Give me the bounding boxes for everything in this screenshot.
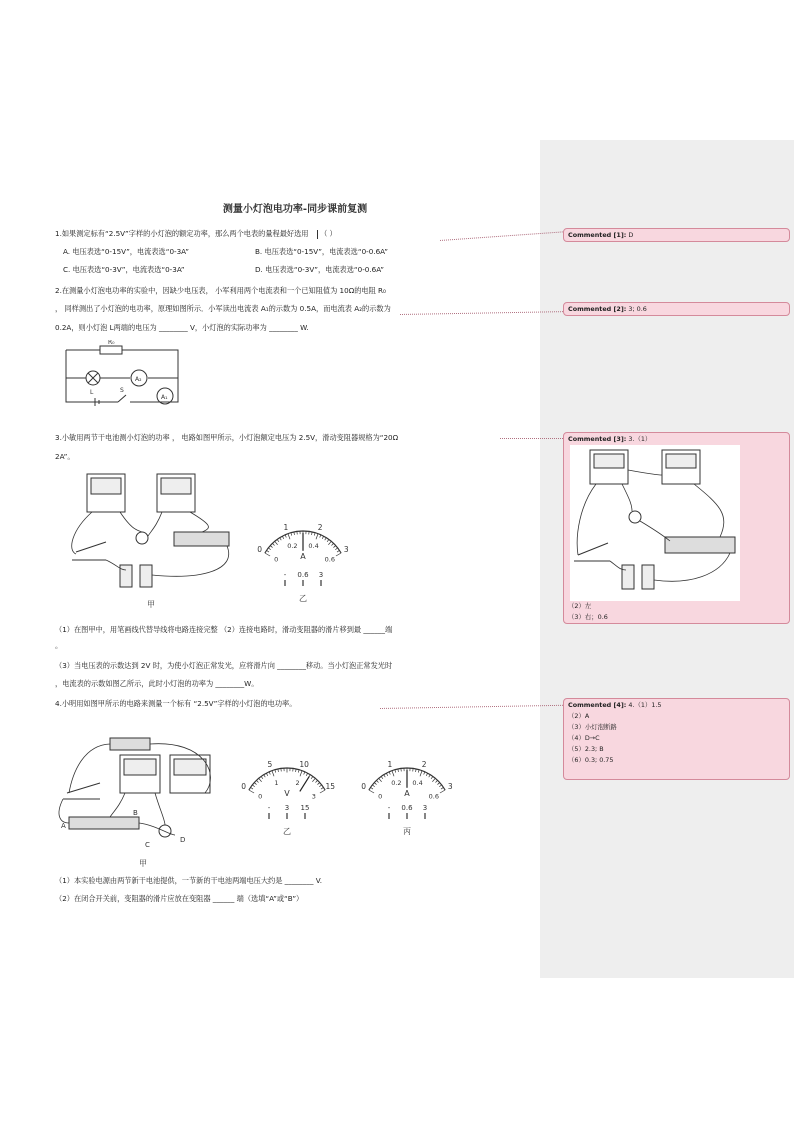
q2-line3: 0.2A，则小灯泡 L两端的电压为 ________ V，小灯泡的实际功率为 ________ W. bbox=[55, 323, 309, 332]
comment-4-line-4: （4）D→C bbox=[568, 734, 600, 742]
dial-tick bbox=[371, 787, 373, 789]
r0-label: R₀ bbox=[108, 340, 115, 346]
dial-tick bbox=[291, 533, 292, 536]
dial-tick bbox=[435, 780, 437, 782]
q3-line2: 2A”。 bbox=[55, 452, 75, 461]
comment-4-line-5: （5）2.3; B bbox=[568, 745, 604, 753]
dial-inner-tick-label: 0 bbox=[258, 792, 263, 801]
comment-2-connector bbox=[400, 311, 563, 315]
comment-4-line-1: 4.（1）1.5 bbox=[628, 701, 662, 709]
dial-tick bbox=[440, 790, 445, 793]
dial-tick bbox=[306, 773, 307, 776]
ammeter-a2-label: A₂ bbox=[135, 376, 142, 383]
dial-outer-tick-label: 0 bbox=[361, 782, 367, 791]
dial-tick bbox=[369, 790, 374, 793]
dial-tick bbox=[268, 548, 270, 550]
q1-option-b: B. 电压表选“0-15V”，电流表选“0-0.6A” bbox=[255, 247, 388, 256]
dial-tick bbox=[376, 780, 378, 782]
dial-pointer bbox=[300, 776, 309, 791]
comment-3[interactable] bbox=[563, 432, 790, 624]
q4-sub1: （1）本实验电源由两节新干电池提供，一节新的干电池两端电压大约是 ________ V. bbox=[55, 876, 322, 885]
dial-tick bbox=[328, 541, 331, 544]
dial-inner-tick-label: 2 bbox=[295, 778, 300, 787]
comment-3-line-3: （3）右；0.6 bbox=[568, 613, 608, 621]
comment-4[interactable] bbox=[563, 698, 790, 780]
comment-4-line-6: （6）0.3; 0.75 bbox=[568, 756, 614, 764]
q1-option-a: A. 电压表选“0-15V”，电流表选“0-3A” bbox=[63, 247, 189, 256]
dial-tick bbox=[386, 773, 387, 776]
dial-tick bbox=[265, 553, 270, 556]
dial-tick bbox=[312, 778, 315, 781]
dial-tick bbox=[319, 785, 321, 787]
rheostat-terminal-c: C bbox=[145, 841, 150, 849]
dial-tick bbox=[251, 787, 253, 789]
dial-tick bbox=[259, 778, 262, 781]
dial-tick bbox=[314, 533, 315, 536]
ammeter-a1-label: A₁ bbox=[161, 394, 168, 401]
lamp-label: L bbox=[90, 389, 94, 396]
dial-inner-tick-label: 0.4 bbox=[412, 778, 423, 787]
dial-tick bbox=[432, 778, 435, 781]
dial-tick bbox=[335, 548, 337, 550]
dial-tick bbox=[311, 776, 313, 778]
dial-inner-tick-label: 0.2 bbox=[391, 778, 402, 787]
dial-tick bbox=[384, 775, 386, 778]
comment-4-line-2: （2）A bbox=[568, 712, 590, 720]
dial-figure-label: 丙 bbox=[403, 827, 411, 836]
dial-tick bbox=[298, 770, 299, 773]
dial-outer-tick-label: 3 bbox=[343, 545, 349, 554]
dial-tick bbox=[300, 771, 302, 777]
rheostat-terminal-d: D bbox=[180, 836, 186, 844]
dial-outer-tick-label: 2 bbox=[421, 760, 427, 770]
comment-3-line-2: （2）左 bbox=[568, 602, 592, 610]
dial-tick bbox=[322, 536, 323, 539]
q4-voltmeter-dial bbox=[230, 752, 345, 847]
dial-outer-tick-label: 3 bbox=[447, 782, 453, 791]
text-cursor bbox=[317, 230, 318, 239]
dial-tick bbox=[418, 770, 419, 773]
dial-tick bbox=[320, 535, 321, 538]
comment-3-tag: Commented [3]: bbox=[568, 435, 627, 443]
dial-inner-tick-label: 0.6 bbox=[428, 792, 440, 801]
dial-tick bbox=[429, 775, 431, 778]
dial-tick bbox=[337, 550, 339, 552]
dial-tick bbox=[320, 790, 325, 793]
dial-outer-tick-label: 1 bbox=[283, 523, 289, 533]
dial-tick bbox=[381, 776, 383, 778]
q3-fig-jia-label: 甲 bbox=[147, 600, 155, 609]
dial-unit-label: V bbox=[284, 789, 290, 798]
dial-outer-tick-label: 1 bbox=[387, 760, 393, 770]
dial-tick bbox=[266, 773, 267, 776]
dial-figure-label: 乙 bbox=[299, 594, 307, 603]
q3-sub3a: （3）当电压表的示数达到 2V 时，为使小灯泡正常发光，应将滑片向 ________移动。当小灯泡正常发光时 bbox=[55, 661, 393, 670]
dial-outer-tick-label: 5 bbox=[267, 760, 273, 770]
dial-tick bbox=[249, 790, 254, 793]
dial-tick bbox=[282, 536, 283, 539]
q4-ammeter-dial bbox=[350, 752, 465, 847]
q1-option-d: D. 电压表选“0-3V”，电流表选“0-0.6A” bbox=[255, 265, 384, 274]
dial-tick bbox=[272, 543, 274, 545]
dial-terminal-label: 3 bbox=[422, 804, 428, 812]
dial-tick bbox=[288, 534, 290, 540]
dial-tick bbox=[304, 772, 305, 775]
dial-outer-tick-label: 0 bbox=[241, 782, 247, 791]
comment-3-connector bbox=[500, 438, 563, 439]
dial-unit-label: A bbox=[404, 789, 410, 798]
dial-outer-tick-label: 0 bbox=[257, 545, 263, 554]
q4-apparatus-figure bbox=[55, 735, 225, 870]
dial-inner-tick-label: 0 bbox=[378, 792, 383, 801]
dial-tick bbox=[261, 776, 263, 778]
dial-tick bbox=[392, 771, 394, 777]
comment-1[interactable] bbox=[563, 228, 790, 242]
dial-tick bbox=[424, 772, 425, 775]
comment-3-answer-figure bbox=[570, 445, 740, 601]
page-title: 测量小灯泡电功率-同步课前复测 bbox=[222, 204, 368, 215]
comment-4-tag: Commented [4]: bbox=[568, 701, 627, 709]
dial-inner-tick-label: 1 bbox=[274, 778, 279, 787]
dial-tick bbox=[420, 771, 422, 777]
q1-option-c: C. 电压表选“0-3V”，电流表选“0-3A” bbox=[63, 265, 185, 274]
dial-tick bbox=[374, 783, 376, 785]
q4-line1: 4.小明用如图甲所示的电路来测量一个标有 “2.5V”字样的小灯泡的电功率。 bbox=[55, 699, 297, 708]
dial-figure-label: 乙 bbox=[283, 827, 291, 836]
dial-tick bbox=[275, 541, 278, 544]
dial-tick bbox=[275, 770, 276, 773]
q3-sub3b: ，电流表的示数如图乙所示，此时小灯泡的功率为 ________W。 bbox=[55, 679, 259, 688]
dial-tick bbox=[264, 775, 266, 778]
dial-tick bbox=[441, 787, 443, 789]
dial-terminal-label: 0.6 bbox=[401, 804, 413, 812]
comment-1-tag: Commented [1]: bbox=[568, 231, 627, 239]
dial-tick bbox=[395, 770, 396, 773]
q3-apparatus-figure bbox=[62, 470, 242, 610]
switch-label: S bbox=[120, 387, 124, 394]
comment-2-line: 3; 0.6 bbox=[628, 305, 647, 313]
dial-tick bbox=[439, 785, 441, 787]
dial-tick bbox=[315, 780, 317, 782]
dial-tick bbox=[325, 538, 327, 541]
dial-inner-tick-label: 3 bbox=[311, 792, 316, 801]
dial-tick bbox=[280, 538, 282, 541]
q4-fig-jia-label: 甲 bbox=[139, 859, 147, 868]
q2-circuit-diagram bbox=[60, 340, 190, 415]
dial-terminal-label: - bbox=[283, 571, 287, 579]
dial-terminal-label: - bbox=[387, 804, 391, 812]
q1-blank: （ ） bbox=[320, 229, 337, 238]
dial-tick bbox=[372, 785, 374, 787]
dial-tick bbox=[317, 783, 319, 785]
comment-1-line: D bbox=[628, 231, 634, 239]
q2-line2: ， 同样测出了小灯泡的电功率，原理如图所示．小军读出电流表 A₁的示数为 0.5A，而电流表 A₂的示数为 bbox=[55, 304, 391, 313]
dial-inner-tick-label: 0 bbox=[274, 555, 279, 564]
dial-tick bbox=[272, 771, 274, 777]
dial-tick bbox=[267, 550, 269, 552]
dial-tick bbox=[333, 546, 335, 548]
dial-terminal-label: 15 bbox=[300, 804, 310, 812]
dial-inner-tick-label: 0.6 bbox=[324, 555, 336, 564]
q2-line1: 2.在测量小灯泡电功率的实验中，因缺少电压表， 小军利用两个电流表和一个已知阻值为 10Ω的电阻 R₀ bbox=[55, 286, 386, 295]
dial-tick bbox=[321, 787, 323, 789]
rheostat-terminal-b: B bbox=[133, 809, 138, 817]
dial-tick bbox=[331, 543, 333, 545]
dial-outer-tick-label: 15 bbox=[325, 782, 336, 791]
comment-2-tag: Commented [2]: bbox=[568, 305, 627, 313]
dial-tick bbox=[277, 539, 279, 541]
dial-outer-tick-label: 2 bbox=[317, 523, 323, 533]
dial-tick bbox=[389, 772, 390, 775]
dial-tick bbox=[431, 776, 433, 778]
dial-tick bbox=[269, 772, 270, 775]
comment-2[interactable] bbox=[563, 302, 790, 316]
dial-tick bbox=[254, 783, 256, 785]
dial-terminal-label: 3 bbox=[318, 571, 324, 579]
rheostat-terminal-a: A bbox=[61, 822, 66, 830]
dial-inner-tick-label: 0.4 bbox=[308, 541, 319, 550]
dial-outer-tick-label: 10 bbox=[299, 760, 309, 770]
q3-ammeter-dial bbox=[248, 505, 358, 615]
comment-4-line-3: （3）小灯泡断路 bbox=[568, 723, 617, 731]
q3-line1: 3.小敏用两节干电池测小灯泡的功率 ， 电路如图甲所示，小灯泡额定电压为 2.5V，滑动变阻器规格为“20Ω bbox=[55, 433, 399, 442]
comment-4-connector bbox=[380, 705, 563, 709]
comment-3-line-1: 3.（1） bbox=[628, 435, 652, 443]
dial-tick bbox=[252, 785, 254, 787]
dial-tick bbox=[336, 553, 341, 556]
dial-tick bbox=[426, 773, 427, 776]
dial-tick bbox=[270, 546, 272, 548]
q4-sub2: （2）在闭合开关前，变阻器的滑片应放在变阻器 ______ 端（选填“A”或“B”） bbox=[55, 894, 304, 903]
dial-terminal-label: 3 bbox=[284, 804, 290, 812]
q3-sub1b: 。 bbox=[55, 641, 63, 650]
dial-terminal-label: - bbox=[267, 804, 271, 812]
q1-stem: 1.如果测定标有“2.5V”字样的小灯泡的额定功率，那么两个电表的量程最好选用 （ ） bbox=[55, 229, 337, 238]
dial-terminal-label: 0.6 bbox=[297, 571, 309, 579]
dial-tick bbox=[285, 535, 286, 538]
dial-tick bbox=[256, 780, 258, 782]
dial-tick bbox=[316, 534, 318, 540]
dial-inner-tick-label: 0.2 bbox=[287, 541, 298, 550]
dial-tick bbox=[437, 783, 439, 785]
q3-sub1: （1）在图甲中，用笔画线代替导线将电路连接完整 （2）连接电路时，滑动变阻器的滑片移到最 ______端 bbox=[55, 625, 393, 634]
dial-tick bbox=[379, 778, 382, 781]
dial-unit-label: A bbox=[300, 552, 306, 561]
dial-tick bbox=[327, 539, 329, 541]
